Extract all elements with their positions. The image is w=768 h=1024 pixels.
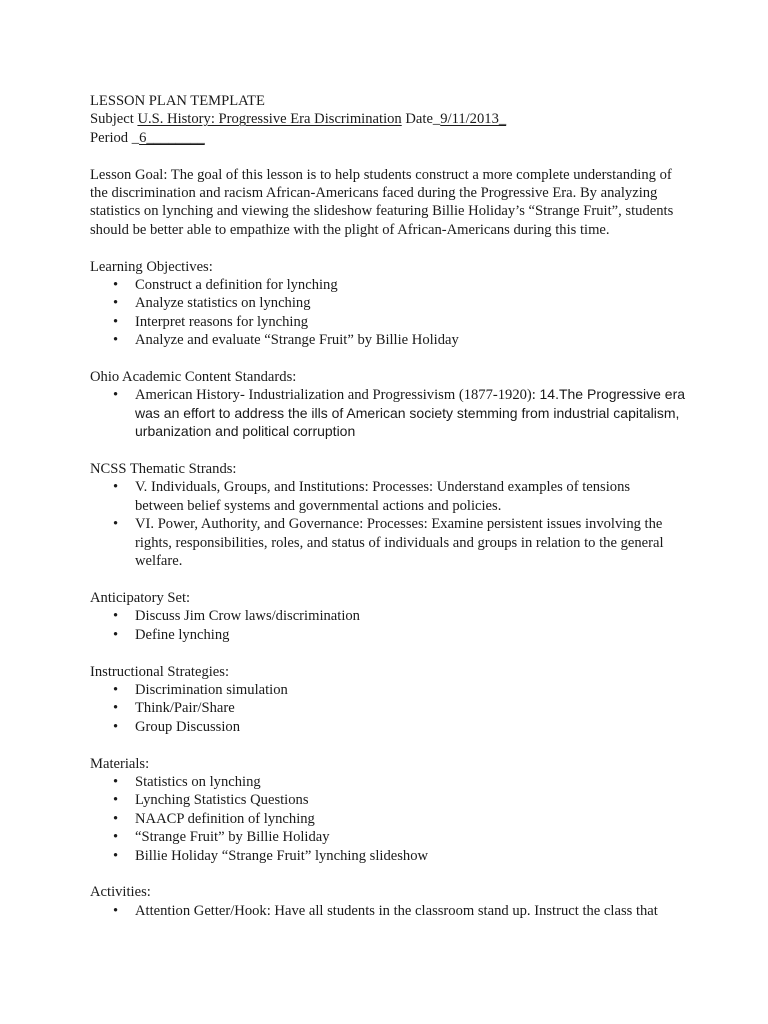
list-item: • Analyze statistics on lynching — [90, 294, 690, 312]
subject-line — [90, 110, 690, 128]
list-item: • Think/Pair/Share — [90, 699, 690, 717]
list-item: • Define lynching — [90, 626, 690, 644]
list-item: • Analyze and evaluate “Strange Fruit” by Billie Holiday — [90, 331, 690, 349]
list-item — [90, 386, 690, 441]
anticipatory-set-heading: Anticipatory Set: — [90, 589, 191, 606]
ncss-list — [90, 478, 675, 570]
list-item: • Discrimination simulation — [90, 681, 690, 699]
list-item: • Attention Getter/Hook: Have all students in the classroom stand up. Instruct the class that — [90, 902, 690, 920]
subject-label: Subject — [90, 111, 138, 128]
period-label: Period _ — [90, 129, 140, 146]
ohio-standards-list — [90, 386, 690, 441]
learning-objectives-list — [90, 276, 690, 350]
standard-text: 14.The Progressive era was an effort to address the ills of American society stemming from industrial capitalism, urbanization and political corruption — [135, 386, 686, 440]
lesson-goal: Lesson Goal: The goal of this lesson is to help students construct a more complete understanding of the discrimination and racism African-Americans faced during the Progressive Era. By analyzing statistics on lynching and viewing the slideshow featuring Billie Holiday’s “Strange Fruit”, students should be better able to empathize with the plight of African-Americans during this time. — [90, 166, 674, 238]
materials-list — [90, 773, 690, 865]
subject-value: U.S. History: Progressive Era Discrimination — [137, 111, 402, 128]
period-value: 6________ — [139, 129, 205, 146]
list-item: • Billie Holiday “Strange Fruit” lynching slideshow — [90, 847, 690, 865]
list-item: • Group Discussion — [90, 718, 690, 736]
learning-objectives-heading: Learning Objectives: — [90, 258, 213, 275]
activities-list — [90, 902, 690, 920]
period-line — [90, 129, 690, 147]
list-item: • Statistics on lynching — [90, 773, 690, 791]
spacer — [90, 147, 690, 165]
list-item: • NAACP definition of lynching — [90, 810, 690, 828]
standard-title: American History- Industrialization and Progressivism (1877-1920): — [135, 387, 540, 404]
list-item: • “Strange Fruit” by Billie Holiday — [90, 828, 690, 846]
spacer — [90, 350, 690, 368]
document-body — [90, 92, 690, 920]
instructional-strategies-heading: Instructional Strategies: — [90, 663, 230, 680]
list-item: • Interpret reasons for lynching — [90, 313, 690, 331]
spacer — [90, 442, 690, 460]
materials-heading: Materials: — [90, 755, 150, 772]
spacer — [90, 865, 690, 883]
date-value: 9/11/2013_ — [440, 111, 507, 128]
spacer — [90, 571, 690, 589]
instructional-strategies-list — [90, 681, 690, 736]
activities-heading: Activities: — [90, 884, 151, 901]
spacer — [90, 644, 690, 662]
date-label: Date_ — [401, 111, 441, 128]
document-title: LESSON PLAN TEMPLATE — [90, 93, 265, 109]
spacer — [90, 736, 690, 754]
list-item: • V. Individuals, Groups, and Institutions: Processes: Understand examples of tensions between belief systems and governmental actions and policies. — [90, 478, 675, 515]
ncss-heading: NCSS Thematic Strands: — [90, 461, 237, 478]
list-item: • Construct a definition for lynching — [90, 276, 690, 294]
list-item: • Discuss Jim Crow laws/discrimination — [90, 607, 690, 625]
spacer — [90, 239, 690, 257]
ohio-standards-heading: Ohio Academic Content Standards: — [90, 369, 297, 386]
list-item: • VI. Power, Authority, and Governance: Processes: Examine persistent issues involving the rights, responsibilities, roles, and status of individuals and groups in relation to the general welfare. — [90, 515, 675, 570]
list-item: • Lynching Statistics Questions — [90, 791, 690, 809]
anticipatory-set-list — [90, 607, 690, 644]
